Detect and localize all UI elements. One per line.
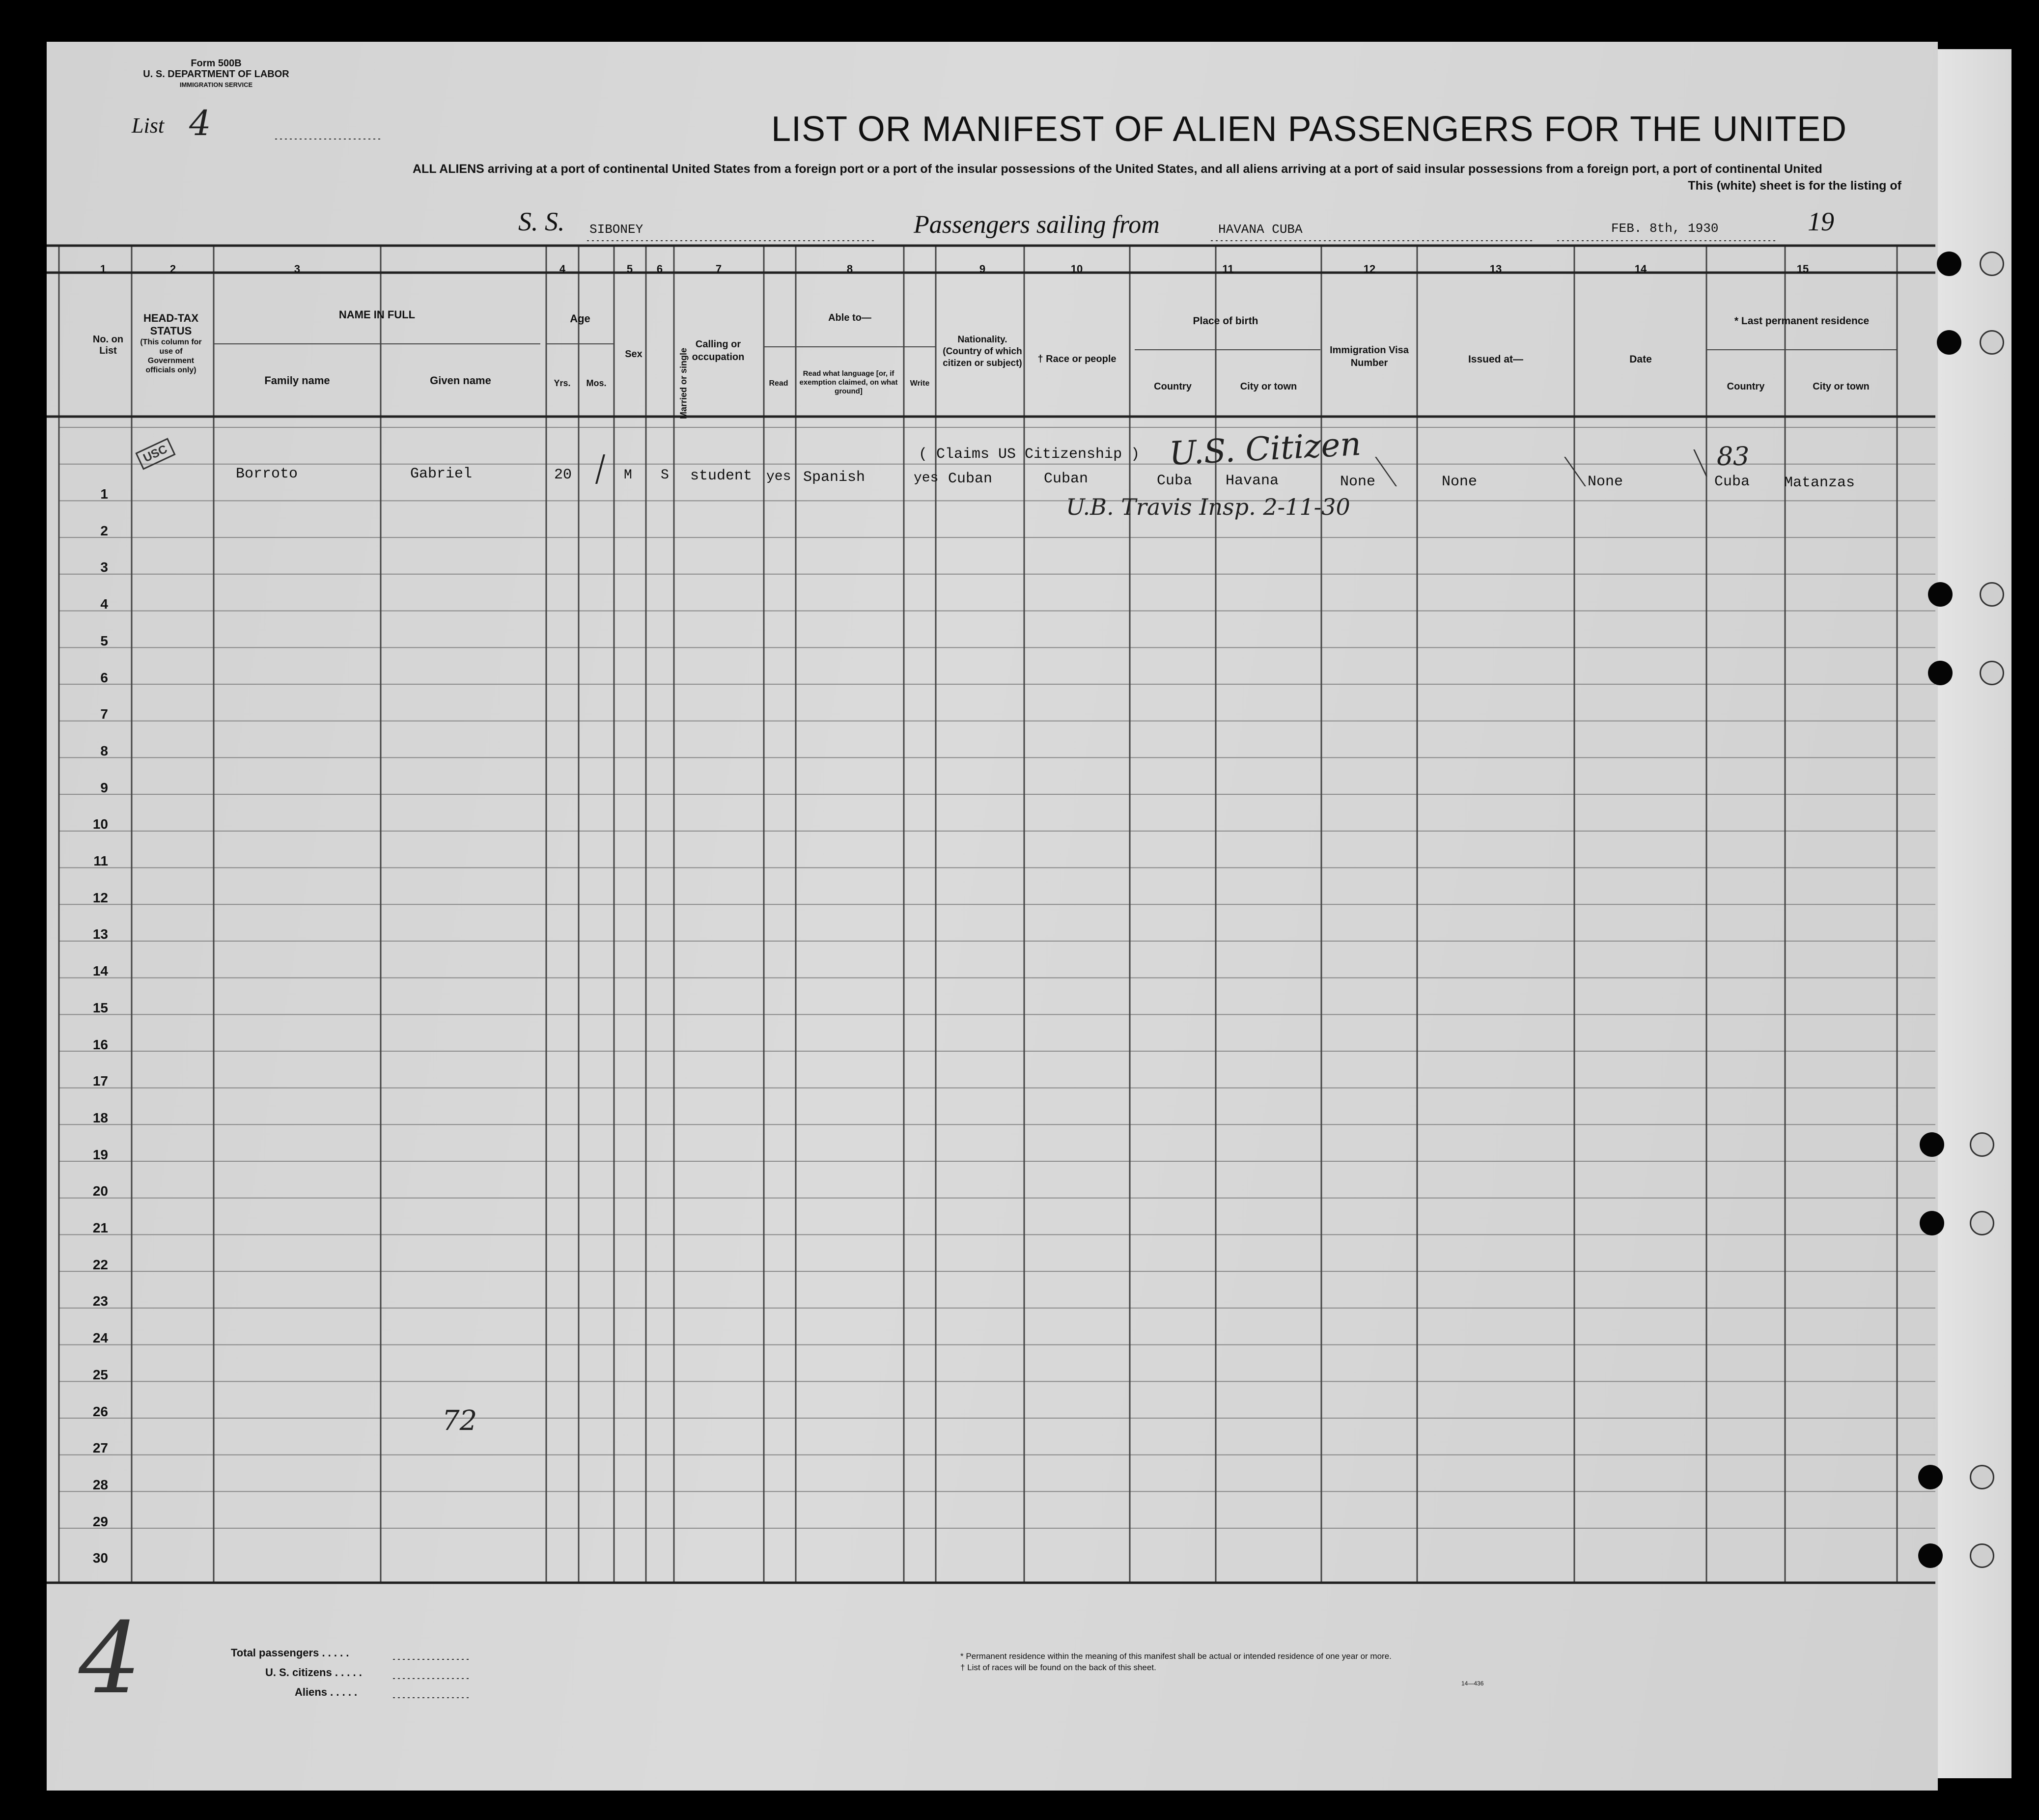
list-number: 4 <box>189 103 211 143</box>
head-tax-title: HEAD-TAX STATUS <box>143 312 199 337</box>
total-passengers-label <box>231 1647 349 1659</box>
column-number: 9 <box>979 263 986 275</box>
header-calling: Calling or occupation <box>692 339 745 363</box>
departure-port: HAVANA CUBA <box>1218 222 1303 237</box>
header-place-of-birth: Place of birth <box>1193 315 1258 327</box>
entry-race: Cuban <box>1044 471 1089 487</box>
punch-hole <box>1970 1543 1994 1568</box>
service: IMMIGRATION SERVICE <box>179 81 253 88</box>
row-number: 9 <box>100 780 108 795</box>
sailing-date: FEB. 8th, 1930 <box>1611 221 1719 236</box>
row-number: 30 <box>92 1550 108 1566</box>
punch-hole <box>1920 1132 1944 1157</box>
column-number: 12 <box>1363 263 1376 275</box>
row-number: 1 <box>100 486 108 502</box>
column-number: 11 <box>1222 263 1234 275</box>
entry-res-city: Matanzas <box>1784 475 1855 491</box>
punch-hole <box>1928 582 1953 607</box>
entry-visa: None <box>1340 474 1376 490</box>
row-number: 29 <box>92 1513 108 1529</box>
total-passengers-text: Total passengers <box>231 1647 319 1659</box>
punch-hole <box>1937 330 1961 355</box>
row-number: 23 <box>92 1293 108 1309</box>
column-number: 2 <box>169 263 176 275</box>
row-number: 25 <box>92 1367 108 1382</box>
header-nationality: Nationality. (Country of which citizen or subject) <box>943 335 1022 368</box>
head-tax-note: (This column for use of Government officials only) <box>140 338 202 374</box>
header-issued-at: Issued at— <box>1468 354 1524 365</box>
footnote-residence: * Permanent residence within the meaning of this manifest shall be actual or intended residence of one year or more. <box>960 1652 1392 1661</box>
header-sex: Sex <box>625 349 642 360</box>
entry-nationality: Cuban <box>948 471 993 487</box>
row-number: 20 <box>92 1183 108 1199</box>
row-number: 16 <box>92 1036 108 1052</box>
header-able-to: Able to— <box>828 312 871 323</box>
footnote-races: † List of races will be found on the back of this sheet. <box>960 1663 1156 1672</box>
punch-hole <box>1980 582 2004 607</box>
entry-birth-country: Cuba <box>1157 473 1193 489</box>
header-read-what: Read what language [or, if exemption claimed, on what ground] <box>799 369 898 395</box>
entry-date: None <box>1588 474 1623 490</box>
row-number: 6 <box>100 670 108 685</box>
header-read: Read <box>769 379 788 388</box>
punch-hole <box>1980 252 2004 276</box>
header-yrs: Yrs. <box>554 378 571 388</box>
margin-mark-4: 4 <box>79 1601 141 1716</box>
column-number: 5 <box>626 263 633 275</box>
header-visa: Immigration Visa Number <box>1330 345 1409 368</box>
header-write: Write <box>910 379 930 388</box>
dot-leader: . . . . . <box>335 1666 362 1679</box>
column-number: 1 <box>100 263 107 275</box>
entry-issued-at: None <box>1442 474 1478 490</box>
column-number: 14 <box>1634 263 1647 275</box>
dot-leader: . . . . . <box>330 1686 358 1698</box>
column-number: 6 <box>656 263 663 275</box>
punch-hole <box>1918 1543 1943 1568</box>
header-res-country: Country <box>1727 381 1765 392</box>
header-name-in-full: NAME IN FULL <box>338 308 416 321</box>
row-number: 4 <box>100 596 108 612</box>
row-number: 18 <box>92 1110 108 1125</box>
row-number: 21 <box>92 1220 108 1235</box>
header-race: † Race or people <box>1037 354 1117 364</box>
row-number: 22 <box>92 1257 108 1272</box>
aliens-label <box>295 1686 357 1699</box>
form-number: Form 500B <box>191 58 242 69</box>
header-birth-country: Country <box>1154 381 1192 392</box>
header-given-name: Given name <box>430 374 491 387</box>
punch-hole <box>1970 1211 1994 1235</box>
header-date: Date <box>1629 354 1652 365</box>
header-head-tax <box>132 312 210 375</box>
column-number: 15 <box>1796 263 1809 275</box>
entry-family-name: Borroto <box>236 466 298 482</box>
subtitle-line-2: This (white) sheet is for the listing of <box>1688 179 1901 193</box>
entry-marital: S <box>661 468 669 483</box>
entry-read: yes <box>766 469 791 484</box>
row-number: 10 <box>92 816 108 832</box>
page-title: LIST OR MANIFEST OF ALIEN PASSENGERS FOR THE UNITED <box>771 110 1847 149</box>
handwritten-83: 83 <box>1717 442 1750 472</box>
row-number: 26 <box>92 1403 108 1419</box>
row-number: 5 <box>100 633 108 648</box>
subtitle-line-1: ALL ALIENS arriving at a port of continental United States from a foreign port or a port of the insular possessions of the United States, and all aliens arriving at a port of said insular possessions from a foreign port, a port of continental United <box>413 162 1822 176</box>
handwritten-inspector-note: U.B. Travis Insp. 2-11-30 <box>1066 494 1350 520</box>
us-citizens-text: U. S. citizens <box>265 1666 332 1679</box>
column-number: 10 <box>1070 263 1083 275</box>
punch-hole <box>1970 1132 1994 1157</box>
entry-sex: M <box>624 468 632 483</box>
form-code: 14—436 <box>1461 1680 1484 1687</box>
punch-hole <box>1937 252 1961 276</box>
header-mos: Mos. <box>586 378 607 388</box>
header-last-residence: * Last permanent residence <box>1734 315 1870 327</box>
punch-hole <box>1928 661 1953 685</box>
entry-language: Spanish <box>803 469 866 486</box>
row-number: 19 <box>92 1147 108 1162</box>
entry-given-name: Gabriel <box>410 466 473 482</box>
punch-hole <box>1980 661 2004 685</box>
entry-write: yes <box>914 471 939 486</box>
header-no-on-list: No. on List <box>92 334 124 356</box>
header-age: Age <box>570 312 590 325</box>
column-number: 7 <box>715 263 722 275</box>
row-number: 28 <box>92 1477 108 1492</box>
row-number: 17 <box>92 1073 108 1089</box>
entry-birth-city: Havana <box>1226 473 1279 489</box>
row-number: 14 <box>92 963 108 979</box>
ship-name: SIBONEY <box>589 222 643 237</box>
header-family-name: Family name <box>264 374 330 387</box>
row-number: 24 <box>92 1330 108 1346</box>
row-number: 11 <box>93 853 108 868</box>
dot-leader: . . . . . <box>322 1647 349 1659</box>
handwritten-citizen-note: U.S. Citizen <box>1168 424 1362 473</box>
entry-occupation: student <box>690 468 753 484</box>
column-number: 8 <box>846 263 853 275</box>
margin-mark-72: 72 <box>442 1405 477 1437</box>
column-number: 3 <box>294 263 301 275</box>
row-number: 3 <box>100 560 108 575</box>
department: U. S. DEPARTMENT OF LABOR <box>143 69 289 80</box>
entry-age-yrs: 20 <box>554 467 572 483</box>
claim-note: ( Claims US Citizenship ) <box>919 446 1140 463</box>
row-number: 13 <box>92 926 108 942</box>
punch-hole <box>1920 1211 1944 1235</box>
punch-hole <box>1980 330 2004 355</box>
header-married: Married or single <box>678 347 689 420</box>
us-citizens-label <box>265 1666 362 1679</box>
header-birth-city: City or town <box>1240 381 1297 392</box>
year-prefix: 19 <box>1808 207 1834 236</box>
row-number: 2 <box>100 523 108 538</box>
list-label: List <box>132 113 165 138</box>
row-number: 12 <box>92 890 108 905</box>
row-number: 7 <box>100 706 108 722</box>
ss-label: S. S. <box>518 207 565 236</box>
form-id-block <box>113 58 319 90</box>
header-res-city: City or town <box>1813 381 1870 392</box>
column-number: 13 <box>1489 263 1502 275</box>
entry-res-country: Cuba <box>1714 474 1750 490</box>
row-number: 27 <box>92 1440 108 1456</box>
column-number: 4 <box>559 263 566 275</box>
punch-hole <box>1970 1465 1994 1489</box>
usc-stamp: USC <box>135 438 175 470</box>
row-number: 8 <box>100 743 108 758</box>
sailing-label: Passengers sailing from <box>914 211 1160 239</box>
aliens-text: Aliens <box>295 1686 328 1698</box>
row-number: 15 <box>92 1000 108 1015</box>
punch-hole <box>1918 1465 1943 1489</box>
